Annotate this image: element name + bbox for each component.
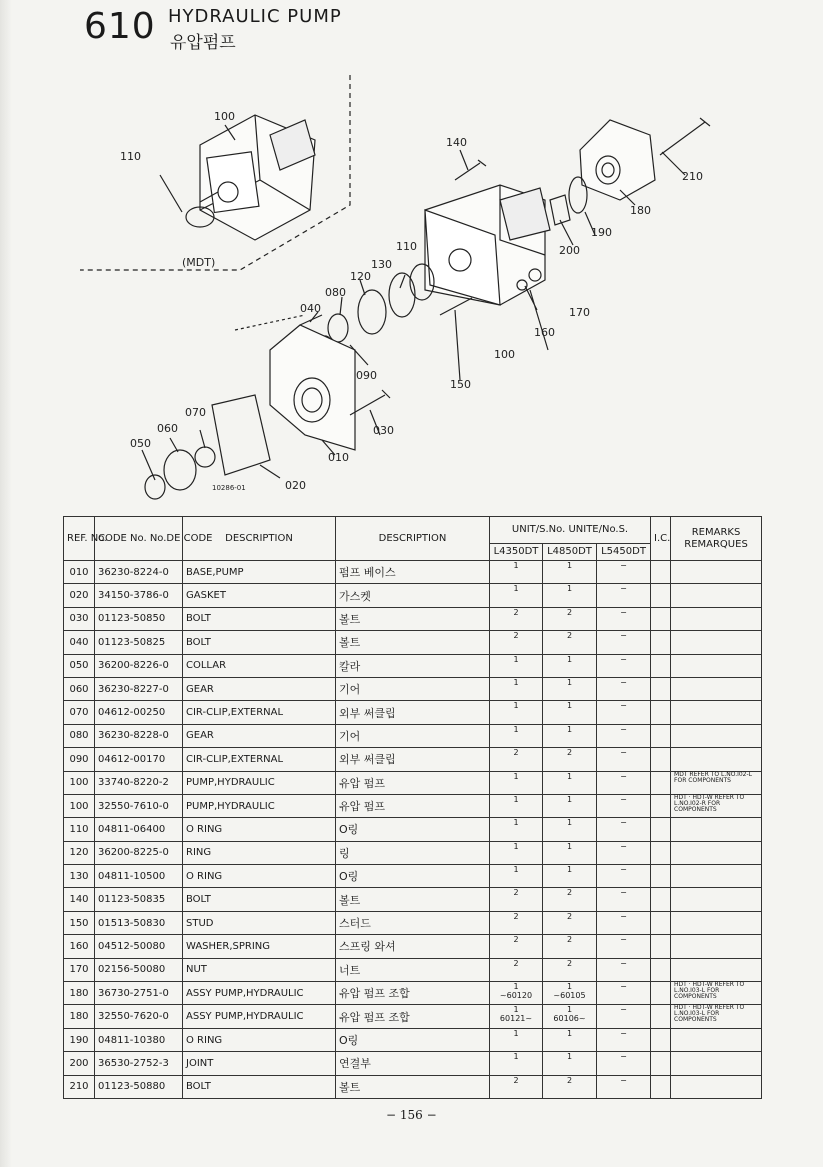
qty-l4850dt-cell: 1 xyxy=(543,677,597,700)
gear-060 xyxy=(164,450,196,490)
remarks-cell xyxy=(671,935,762,958)
qty-l4350dt-cell: 2 xyxy=(490,748,543,771)
qty-l5450dt-cell: − xyxy=(597,935,651,958)
qty-l5450dt-cell: − xyxy=(597,794,651,817)
col-ref-no: REF. No. xyxy=(64,517,95,561)
ic-cell xyxy=(651,724,671,747)
o-ring-190 xyxy=(569,177,587,213)
ic-cell xyxy=(651,911,671,934)
table-row xyxy=(64,701,762,724)
qty-l4850dt-cell: 1 xyxy=(543,841,597,864)
ref-no-cell: 100 xyxy=(64,771,95,794)
table-row xyxy=(64,584,762,607)
remarks-cell xyxy=(671,958,762,981)
ref-no-cell: 200 xyxy=(64,1052,95,1075)
code-no-cell: 04512-50080 xyxy=(95,935,183,958)
qty-l4850dt-cell xyxy=(543,982,597,1005)
qty-l5450dt-cell: − xyxy=(597,1052,651,1075)
svg-text:020: 020 xyxy=(285,479,306,492)
remarks-cell xyxy=(671,865,762,888)
serial-range: 60121~ xyxy=(499,1014,533,1024)
ref-no-cell: 210 xyxy=(64,1075,95,1098)
description-ko-cell: 외부 써클립 xyxy=(336,701,490,724)
ref-no-cell: 010 xyxy=(64,561,95,584)
description-cell: STUD xyxy=(183,911,336,934)
ref-no-cell: 080 xyxy=(64,724,95,747)
remarks-cell: HDT · HDT-W REFER TO L.NO.I03-L FOR COMPONENTS xyxy=(671,1005,762,1028)
ic-cell xyxy=(651,888,671,911)
col-model-2: L4850DT xyxy=(543,544,597,561)
qty-l4850dt-cell: 1 xyxy=(543,701,597,724)
code-no-cell: 01123-50880 xyxy=(95,1075,183,1098)
section-number: 610 xyxy=(84,6,156,47)
qty-l4850dt-cell: 1 xyxy=(543,818,597,841)
qty-l4350dt-cell: 2 xyxy=(490,631,543,654)
qty-l5450dt-cell: − xyxy=(597,771,651,794)
description-ko-cell: 볼트 xyxy=(336,631,490,654)
description-cell: CIR-CLIP,EXTERNAL xyxy=(183,701,336,724)
svg-text:080: 080 xyxy=(325,286,346,299)
code-no-cell: 04612-00250 xyxy=(95,701,183,724)
description-ko-cell: 기어 xyxy=(336,724,490,747)
col-description: DESCRIPTION xyxy=(183,517,336,561)
ref-no-cell: 070 xyxy=(64,701,95,724)
description-cell: GEAR xyxy=(183,677,336,700)
description-ko-cell: 볼트 xyxy=(336,1075,490,1098)
description-cell: BOLT xyxy=(183,631,336,654)
table-row xyxy=(64,982,762,1005)
ref-no-cell: 040 xyxy=(64,631,95,654)
ref-no-cell: 050 xyxy=(64,654,95,677)
svg-text:120: 120 xyxy=(350,270,371,283)
ref-no-cell: 170 xyxy=(64,958,95,981)
qty-l5450dt-cell: − xyxy=(597,748,651,771)
svg-text:10286-01: 10286-01 xyxy=(212,484,246,492)
code-no-cell: 36230-8228-0 xyxy=(95,724,183,747)
table-row xyxy=(64,865,762,888)
remarks-cell: HDT · HDT-W REFER TO L.NO.I02-R FOR COMPONENTS xyxy=(671,794,762,817)
qty-l5450dt-cell: − xyxy=(597,607,651,630)
code-no-cell: 36530-2752-3 xyxy=(95,1052,183,1075)
ic-cell xyxy=(651,958,671,981)
svg-text:170: 170 xyxy=(569,306,590,319)
description-cell: COLLAR xyxy=(183,654,336,677)
qty-l4350dt-cell: 2 xyxy=(490,1075,543,1098)
ic-cell xyxy=(651,654,671,677)
qty-l5450dt-cell: − xyxy=(597,841,651,864)
qty-l4850dt-cell: 2 xyxy=(543,958,597,981)
description-cell: GEAR xyxy=(183,724,336,747)
svg-text:050: 050 xyxy=(130,437,151,450)
col-ic: I.C. xyxy=(651,517,671,561)
qty-l4850dt-cell: 1 xyxy=(543,584,597,607)
description-ko-cell: 연결부 xyxy=(336,1052,490,1075)
remarks-cell xyxy=(671,677,762,700)
description-ko-cell: O링 xyxy=(336,865,490,888)
ic-cell xyxy=(651,701,671,724)
col-remarks: REMARKS REMARQUES xyxy=(671,517,762,561)
description-ko-cell: 펌프 베이스 xyxy=(336,561,490,584)
qty-l4350dt-cell: 1 xyxy=(490,677,543,700)
code-no-cell: 32550-7610-0 xyxy=(95,794,183,817)
svg-text:110: 110 xyxy=(120,150,141,163)
table-row xyxy=(64,561,762,584)
page-title: HYDRAULIC PUMP xyxy=(168,6,342,27)
qty-l5450dt-cell: − xyxy=(597,701,651,724)
ref-no-cell: 190 xyxy=(64,1028,95,1051)
qty-l4350dt-cell: 1 xyxy=(490,654,543,677)
parts-table xyxy=(63,516,762,1099)
table-row xyxy=(64,748,762,771)
qty-l4350dt-cell: 2 xyxy=(490,958,543,981)
description-cell: WASHER,SPRING xyxy=(183,935,336,958)
exploded-diagram xyxy=(60,60,760,510)
qty-l4350dt-cell: 1 xyxy=(490,1052,543,1075)
remarks-cell xyxy=(671,1075,762,1098)
description-cell: O RING xyxy=(183,865,336,888)
table-row xyxy=(64,958,762,981)
description-ko-cell: 유압 펌프 조합 xyxy=(336,982,490,1005)
svg-text:190: 190 xyxy=(591,226,612,239)
description-cell: GASKET xyxy=(183,584,336,607)
ic-cell xyxy=(651,1052,671,1075)
svg-text:010: 010 xyxy=(328,451,349,464)
svg-text:140: 140 xyxy=(446,136,467,149)
qty-l5450dt-cell: − xyxy=(597,1005,651,1028)
ic-cell xyxy=(651,584,671,607)
code-no-cell: 02156-50080 xyxy=(95,958,183,981)
remarks-cell xyxy=(671,631,762,654)
code-no-cell: 04811-06400 xyxy=(95,818,183,841)
page-title-korean: 유압펌프 xyxy=(170,33,236,53)
ref-no-cell: 110 xyxy=(64,818,95,841)
description-cell: BOLT xyxy=(183,888,336,911)
code-no-cell: 34150-3786-0 xyxy=(95,584,183,607)
description-ko-cell: 가스켓 xyxy=(336,584,490,607)
table-row xyxy=(64,1052,762,1075)
description-cell: O RING xyxy=(183,1028,336,1051)
table-row xyxy=(64,771,762,794)
ic-cell xyxy=(651,561,671,584)
ic-cell xyxy=(651,1005,671,1028)
remarks-cell xyxy=(671,607,762,630)
col-unit: UNIT/S.No. UNITE/No.S. xyxy=(490,517,651,544)
code-no-cell: 01123-50835 xyxy=(95,888,183,911)
qty-l5450dt-cell: − xyxy=(597,654,651,677)
code-no-cell: 04612-00170 xyxy=(95,748,183,771)
svg-text:030: 030 xyxy=(373,424,394,437)
description-ko-cell: 너트 xyxy=(336,958,490,981)
code-no-cell: 33740-8220-2 xyxy=(95,771,183,794)
svg-text:090: 090 xyxy=(356,369,377,382)
description-ko-cell: 외부 써클립 xyxy=(336,748,490,771)
qty-l4350dt-cell: 1 xyxy=(490,561,543,584)
description-ko-cell: 링 xyxy=(336,841,490,864)
ref-no-cell: 100 xyxy=(64,794,95,817)
description-cell: JOINT xyxy=(183,1052,336,1075)
remarks-cell xyxy=(671,1052,762,1075)
qty-value: 1 xyxy=(566,1005,573,1015)
qty-l4350dt-cell: 1 xyxy=(490,724,543,747)
table-row xyxy=(64,1005,762,1028)
qty-l4350dt-cell: 1 xyxy=(490,701,543,724)
ref-no-cell: 090 xyxy=(64,748,95,771)
remarks-cell: HDT · HDT-W REFER TO L.NO.I03-L FOR COMPONENTS xyxy=(671,982,762,1005)
remarks-cell xyxy=(671,911,762,934)
ref-no-cell: 180 xyxy=(64,1005,95,1028)
qty-l4350dt-cell xyxy=(490,982,543,1005)
svg-text:100: 100 xyxy=(214,110,235,123)
col-code-no: CODE No. No.DE CODE xyxy=(95,517,183,561)
code-no-cell: 01123-50850 xyxy=(95,607,183,630)
svg-text:160: 160 xyxy=(534,326,555,339)
qty-l5450dt-cell: − xyxy=(597,677,651,700)
description-ko-cell: 스터드 xyxy=(336,911,490,934)
qty-l4850dt-cell: 2 xyxy=(543,631,597,654)
qty-l4350dt-cell: 1 xyxy=(490,1028,543,1051)
qty-l4850dt-cell: 1 xyxy=(543,794,597,817)
table-row xyxy=(64,631,762,654)
qty-l4850dt-cell xyxy=(543,1005,597,1028)
cover-180-drawing xyxy=(580,120,655,200)
svg-text:200: 200 xyxy=(559,244,580,257)
qty-l5450dt-cell: − xyxy=(597,1028,651,1051)
description-ko-cell: 기어 xyxy=(336,677,490,700)
table-row xyxy=(64,841,762,864)
code-no-cell: 36730-2751-0 xyxy=(95,982,183,1005)
gasket-020 xyxy=(212,395,270,475)
page-edge xyxy=(0,0,12,1167)
ic-cell xyxy=(651,1075,671,1098)
ic-cell xyxy=(651,631,671,654)
table-row xyxy=(64,818,762,841)
remarks-cell xyxy=(671,888,762,911)
qty-l4350dt-cell: 1 xyxy=(490,818,543,841)
code-no-cell: 36200-8225-0 xyxy=(95,841,183,864)
qty-l5450dt-cell: − xyxy=(597,865,651,888)
description-cell: BASE,PUMP xyxy=(183,561,336,584)
qty-l4850dt-cell: 2 xyxy=(543,1075,597,1098)
ic-cell xyxy=(651,935,671,958)
qty-l4850dt-cell: 2 xyxy=(543,911,597,934)
col-model-1: L4350DT xyxy=(490,544,543,561)
qty-l4850dt-cell: 2 xyxy=(543,935,597,958)
ic-cell xyxy=(651,677,671,700)
description-ko-cell: O링 xyxy=(336,818,490,841)
remarks-cell xyxy=(671,724,762,747)
ref-no-cell: 140 xyxy=(64,888,95,911)
description-cell: O RING xyxy=(183,818,336,841)
description-cell: NUT xyxy=(183,958,336,981)
qty-l4350dt-cell: 1 xyxy=(490,794,543,817)
qty-l4350dt-cell: 2 xyxy=(490,888,543,911)
svg-text:060: 060 xyxy=(157,422,178,435)
serial-range: 60106~ xyxy=(553,1014,586,1024)
code-no-cell: 32550-7620-0 xyxy=(95,1005,183,1028)
ref-no-cell: 180 xyxy=(64,982,95,1005)
serial-range: ~60105 xyxy=(553,991,586,1001)
qty-l4850dt-cell: 1 xyxy=(543,1052,597,1075)
svg-text:110: 110 xyxy=(396,240,417,253)
qty-l5450dt-cell: − xyxy=(597,631,651,654)
ic-cell xyxy=(651,794,671,817)
svg-text:150: 150 xyxy=(450,378,471,391)
ic-cell xyxy=(651,818,671,841)
ref-no-cell: 120 xyxy=(64,841,95,864)
description-cell: PUMP,HYDRAULIC xyxy=(183,794,336,817)
ic-cell xyxy=(651,771,671,794)
code-no-cell: 36200-8226-0 xyxy=(95,654,183,677)
description-cell: RING xyxy=(183,841,336,864)
page-number: − 156 − xyxy=(386,1108,437,1122)
circlip-070 xyxy=(195,447,215,467)
remarks-cell: MDT REFER TO L.NO.I02-L FOR COMPONENTS xyxy=(671,771,762,794)
qty-l4350dt-cell: 1 xyxy=(490,771,543,794)
remarks-cell xyxy=(671,1028,762,1051)
ref-no-cell: 160 xyxy=(64,935,95,958)
ref-no-cell: 130 xyxy=(64,865,95,888)
table-row xyxy=(64,935,762,958)
table-row xyxy=(64,888,762,911)
code-no-cell: 36230-8224-0 xyxy=(95,561,183,584)
qty-l4850dt-cell: 2 xyxy=(543,748,597,771)
qty-l5450dt-cell: − xyxy=(597,561,651,584)
description-ko-cell: 볼트 xyxy=(336,607,490,630)
svg-text:210: 210 xyxy=(682,170,703,183)
remarks-cell xyxy=(671,748,762,771)
svg-text:070: 070 xyxy=(185,406,206,419)
qty-l5450dt-cell: − xyxy=(597,911,651,934)
qty-l4350dt-cell xyxy=(490,1005,543,1028)
remarks-cell xyxy=(671,818,762,841)
svg-text:130: 130 xyxy=(371,258,392,271)
qty-l5450dt-cell: − xyxy=(597,958,651,981)
svg-text:(MDT): (MDT) xyxy=(182,256,216,269)
serial-range: ~60120 xyxy=(499,991,533,1001)
description-ko-cell: 칼라 xyxy=(336,654,490,677)
ic-cell xyxy=(651,1028,671,1051)
description-ko-cell: 유압 펌프 조합 xyxy=(336,1005,490,1028)
description-cell: BOLT xyxy=(183,1075,336,1098)
table-row xyxy=(64,724,762,747)
ref-no-cell: 060 xyxy=(64,677,95,700)
description-ko-cell: 볼트 xyxy=(336,888,490,911)
qty-value: 1 xyxy=(513,982,519,992)
table-row xyxy=(64,911,762,934)
ref-no-cell: 020 xyxy=(64,584,95,607)
main-pump-drawing xyxy=(425,185,550,305)
svg-text:180: 180 xyxy=(630,204,651,217)
description-cell: PUMP,HYDRAULIC xyxy=(183,771,336,794)
table-row xyxy=(64,794,762,817)
gear-080 xyxy=(328,314,348,342)
qty-l5450dt-cell: − xyxy=(597,584,651,607)
qty-l5450dt-cell: − xyxy=(597,982,651,1005)
qty-l5450dt-cell: − xyxy=(597,724,651,747)
qty-l5450dt-cell: − xyxy=(597,818,651,841)
qty-l4350dt-cell: 2 xyxy=(490,911,543,934)
o-ring-130 xyxy=(389,273,415,317)
svg-text:100: 100 xyxy=(494,348,515,361)
qty-l4850dt-cell: 1 xyxy=(543,1028,597,1051)
code-no-cell: 01513-50830 xyxy=(95,911,183,934)
qty-l5450dt-cell: − xyxy=(597,888,651,911)
ref-no-cell: 030 xyxy=(64,607,95,630)
qty-value: 1 xyxy=(566,982,573,992)
qty-l4850dt-cell: 1 xyxy=(543,724,597,747)
description-ko-cell: 유압 펌프 xyxy=(336,794,490,817)
qty-l4850dt-cell: 2 xyxy=(543,888,597,911)
ic-cell xyxy=(651,841,671,864)
remarks-cell xyxy=(671,584,762,607)
qty-l4850dt-cell: 1 xyxy=(543,865,597,888)
qty-l4350dt-cell: 1 xyxy=(490,584,543,607)
qty-l4850dt-cell: 1 xyxy=(543,654,597,677)
ic-cell xyxy=(651,748,671,771)
parts-table-body xyxy=(64,561,762,1099)
qty-l5450dt-cell: − xyxy=(597,1075,651,1098)
qty-l4850dt-cell: 2 xyxy=(543,607,597,630)
description-ko-cell: 유압 펌프 xyxy=(336,771,490,794)
ic-cell xyxy=(651,865,671,888)
table-row xyxy=(64,1028,762,1051)
code-no-cell: 04811-10380 xyxy=(95,1028,183,1051)
ic-cell xyxy=(651,607,671,630)
qty-l4350dt-cell: 1 xyxy=(490,841,543,864)
svg-text:040: 040 xyxy=(300,302,321,315)
remarks-cell xyxy=(671,701,762,724)
table-row xyxy=(64,677,762,700)
code-no-cell: 01123-50825 xyxy=(95,631,183,654)
description-cell: BOLT xyxy=(183,607,336,630)
description-cell: ASSY PUMP,HYDRAULIC xyxy=(183,1005,336,1028)
description-ko-cell: 스프링 와셔 xyxy=(336,935,490,958)
ic-cell xyxy=(651,982,671,1005)
remarks-cell xyxy=(671,841,762,864)
table-row xyxy=(64,654,762,677)
description-cell: CIR-CLIP,EXTERNAL xyxy=(183,748,336,771)
base-010-drawing xyxy=(235,315,355,450)
table-row xyxy=(64,1075,762,1098)
qty-l4850dt-cell: 1 xyxy=(543,771,597,794)
table-row xyxy=(64,607,762,630)
col-description-ko: DESCRIPTION xyxy=(336,517,490,561)
ring-120 xyxy=(358,290,386,334)
ref-no-cell: 150 xyxy=(64,911,95,934)
remarks-cell xyxy=(671,561,762,584)
mdt-pump-drawing xyxy=(200,115,315,240)
col-model-3: L5450DT xyxy=(597,544,651,561)
description-ko-cell: O링 xyxy=(336,1028,490,1051)
qty-l4350dt-cell: 1 xyxy=(490,865,543,888)
qty-l4350dt-cell: 2 xyxy=(490,935,543,958)
qty-value: 1 xyxy=(513,1005,519,1015)
qty-l4350dt-cell: 2 xyxy=(490,607,543,630)
description-cell: ASSY PUMP,HYDRAULIC xyxy=(183,982,336,1005)
code-no-cell: 04811-10500 xyxy=(95,865,183,888)
code-no-cell: 36230-8227-0 xyxy=(95,677,183,700)
qty-l4850dt-cell: 1 xyxy=(543,561,597,584)
remarks-cell xyxy=(671,654,762,677)
